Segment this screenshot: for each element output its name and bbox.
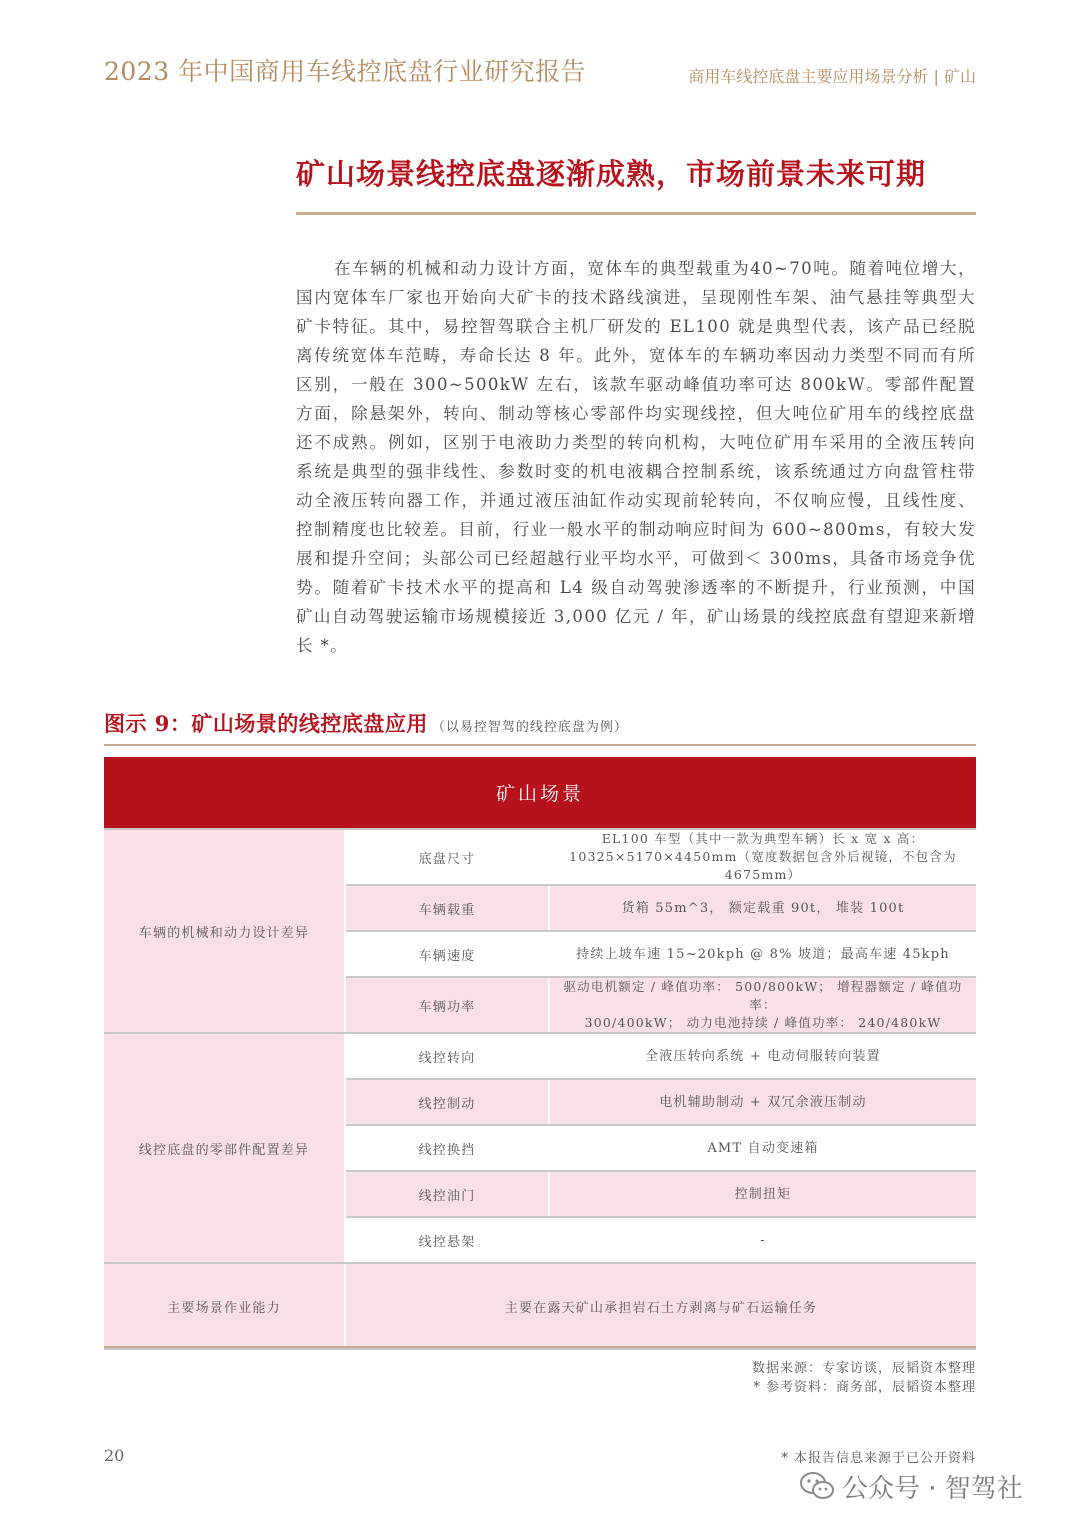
row-key-chassis-size: 底盘尺寸: [345, 829, 549, 885]
row-value-throttle: 控制扭矩: [549, 1171, 976, 1217]
group-label-components: 线控底盘的零部件配置差异: [104, 1033, 345, 1263]
row-value-steering: 全液压转向系统 + 电动伺服转向装置: [549, 1033, 976, 1079]
row-value-chassis-size-text: EL100 车型（其中一款为典型车辆）长 x 宽 x 高： 10325×5170×4450mm（宽度数据包含外后视镜，不包含为 4675mm）: [569, 831, 957, 882]
report-title: 2023 年中国商用车线控底盘行业研究报告: [104, 57, 587, 86]
row-value-power: [549, 977, 976, 1033]
row-key-suspension: 线控悬架: [345, 1217, 549, 1263]
page-title: 矿山场景线控底盘逐渐成熟，市场前景未来可期: [296, 157, 927, 191]
wechat-icon: [800, 1471, 834, 1501]
row-key-power: 车辆功率: [345, 977, 549, 1033]
row-key-throttle: 线控油门: [345, 1171, 549, 1217]
capability-value: 主要在露天矿山承担岩石土方剥离与矿石运输任务: [345, 1263, 976, 1349]
row-value-power-text: 驱动电机额定 / 峰值功率： 500/800kW； 增程器额定 / 峰值功率： 300/400kW； 动力电池持续 / 峰值功率： 240/480kW: [563, 979, 963, 1030]
row-key-steering: 线控转向: [345, 1033, 549, 1079]
title-divider: [296, 212, 976, 215]
data-source: 数据来源：专家访谈，辰韬资本整理: [751, 1361, 976, 1376]
row-key-load: 车辆载重: [345, 885, 549, 931]
spec-table: [104, 757, 976, 1350]
row-value-chassis-size: [549, 829, 976, 885]
figure-caption: [104, 708, 628, 738]
wechat-watermark: [800, 1466, 1060, 1506]
section-breadcrumb: 商用车线控底盘主要应用场景分析 | 矿山: [688, 67, 976, 86]
group-label-mechanical: 车辆的机械和动力设计差异: [104, 829, 345, 1033]
figure-caption-title: 图示 9：矿山场景的线控底盘应用: [104, 711, 428, 736]
page-number: 20: [104, 1446, 125, 1465]
figure-bottom-rule: [104, 1346, 976, 1348]
body-paragraph: 在车辆的机械和动力设计方面，宽体车的典型载重为40~70吨。随着吨位增大，国内宽体车厂家也开始向大矿卡的技术路线演进，呈现刚性车架、油气悬挂等典型大矿卡特征。其中，易控智驾联合主机厂研发的 EL100 就是典型代表，该产品已经脱离传统宽体车范畴，寿命长达 8 年。此外，宽体车的车辆功率因动力类型不同而有所区别，一般在 300~500kW 左右，该款车驱动峰值功率可达 800kW。零部件配置方面，除悬架外，转向、制动等核心零部件均实现线控，但大吨位矿用车的线控底盘还不成熟。例如，区别于电液助力类型的转向机构，大吨位矿用车采用的全液压转向系统是典型的强非线性、参数时变的机电液耦合控制系统，该系统通过方向盘管柱带动全液压转向器工作，并通过液压油缸作动实现前轮转向，不仅响应慢，且线性度、控制精度也比较差。目前，行业一般水平的制动响应时间为 600~800ms，有较大发展和提升空间；头部公司已经超越行业平均水平，可做到＜ 300ms，具备市场竞争优势。随着矿卡技术水平的提高和 L4 级自动驾驶渗透率的不断提升，行业预测，中国矿山自动驾驶运输市场规模接近 3,000 亿元 / 年，矿山场景的线控底盘有望迎来新增长 *。: [296, 259, 976, 655]
figure-caption-note: （以易控智驾的线控底盘为例）: [431, 720, 628, 735]
reference-source: * 参考资料：商务部，辰韬资本整理: [753, 1380, 976, 1395]
row-key-shifting: 线控换挡: [345, 1125, 549, 1171]
row-value-speed: 持续上坡车速 15~20kph @ 8% 坡道；最高车速 45kph: [549, 931, 976, 977]
row-value-load: 货箱 55m^3， 额定载重 90t， 堆装 100t: [549, 885, 976, 931]
figure-top-rule: [104, 744, 976, 746]
row-key-speed: 车辆速度: [345, 931, 549, 977]
wechat-watermark-text: 公众号 · 智驾社: [842, 1473, 1023, 1504]
row-value-shifting: AMT 自动变速箱: [549, 1125, 976, 1171]
capability-label: 主要场景作业能力: [104, 1263, 345, 1349]
footnote: * 本报告信息来源于已公开资料: [781, 1451, 976, 1466]
row-value-suspension: -: [549, 1217, 976, 1263]
table-header: 矿山场景: [104, 757, 976, 829]
row-value-braking: 电机辅助制动 + 双冗余液压制动: [549, 1079, 976, 1125]
source-notes: [752, 1359, 976, 1397]
row-key-braking: 线控制动: [345, 1079, 549, 1125]
